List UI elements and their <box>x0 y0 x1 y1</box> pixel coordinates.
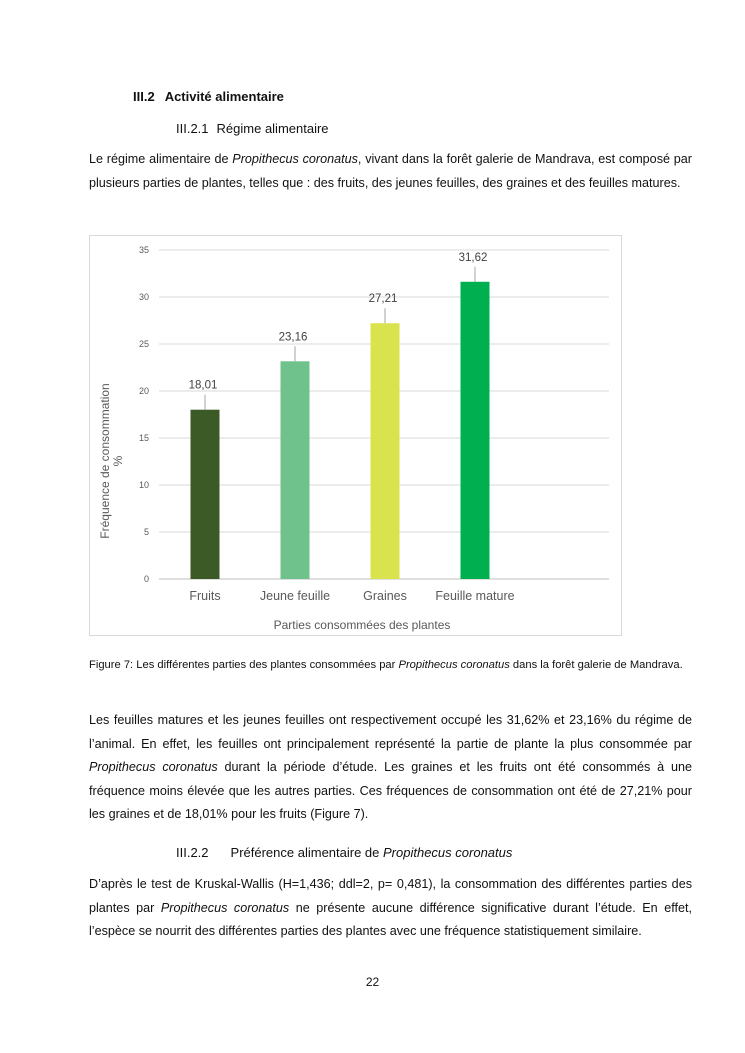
x-tick-label: Jeune feuille <box>259 589 331 603</box>
bar <box>281 361 310 579</box>
paragraph-text: durant la période d’étude. Les graines et les fruits ont été consommés à une fréquence moins élevée que les autres parties. Ces fréquences de consommation ont été de 27,21% pour les graines et de 18,01% pour les fruits (Figure 7). <box>89 760 692 821</box>
bar-chart <box>89 235 622 636</box>
species-name: Propithecus coronatus <box>232 152 358 166</box>
species-name: Propithecus coronatus <box>89 760 218 774</box>
y-axis-title-unit: % <box>111 455 125 467</box>
figure-caption <box>89 655 692 676</box>
x-axis-title: Parties consommées des plantes <box>273 618 451 632</box>
y-tick-label: 5 <box>143 527 149 537</box>
y-tick-label: 30 <box>138 292 149 302</box>
subsection-number: III.2.2 <box>176 845 209 860</box>
y-tick-label: 35 <box>138 245 149 255</box>
subsection-heading-1 <box>176 121 329 136</box>
section-number: III.2 <box>133 89 155 104</box>
subsection-heading-2 <box>176 845 512 860</box>
data-label: 23,16 <box>278 331 308 344</box>
y-tick-label: 15 <box>138 433 149 443</box>
paragraph-text: D’après le test de Kruskal-Wallis (H=1,436; ddl=2, p= 0,481), la consommation des différentes parties des plantes par <box>89 877 692 915</box>
bar <box>371 323 400 579</box>
paragraph-text: , vivant dans la forêt galerie de Mandrava, est composé par plusieurs parties de plantes, telles que : des fruits, des jeunes feuilles, des graines et des feuilles matures. <box>89 152 692 190</box>
subsection-number: III.2.1 <box>176 121 209 136</box>
subsection-title: Régime alimentaire <box>216 121 329 136</box>
section-heading <box>133 89 284 104</box>
x-tick-label: Graines <box>363 589 407 603</box>
section-title: Activité alimentaire <box>164 89 284 104</box>
bar <box>461 282 490 579</box>
x-tick-label: Fruits <box>189 589 221 603</box>
y-tick-label: 10 <box>138 480 149 490</box>
paragraph-diet <box>89 148 692 195</box>
y-tick-label: 25 <box>138 339 149 349</box>
x-tick-label: Feuille mature <box>435 589 515 603</box>
caption-text: dans la forêt galerie de Mandrava. <box>509 659 683 671</box>
bar <box>191 410 220 579</box>
data-label: 31,62 <box>458 251 488 264</box>
subsection-title: Préférence alimentaire de <box>230 845 384 860</box>
paragraph-results <box>89 709 692 827</box>
paragraph-preference <box>89 873 692 944</box>
species-name: Propithecus coronatus <box>383 845 513 860</box>
species-name: Propithecus coronatus <box>160 900 290 915</box>
caption-text: Figure 7: Les différentes parties des plantes consommées par <box>89 659 399 671</box>
chart-svg <box>90 236 621 635</box>
page-number: 22 <box>365 975 380 989</box>
species-name: Propithecus coronatus <box>398 659 510 671</box>
paragraph-text: Le régime alimentaire de <box>89 152 233 166</box>
paragraph-text: ne présente aucune différence significative durant l’étude. En effet, l’espèce se nourrit des différentes parties des plantes avec une fréquence statistiquement similaire. <box>89 900 692 938</box>
y-tick-label: 0 <box>143 574 149 584</box>
data-label: 27,21 <box>368 293 398 306</box>
data-label: 18,01 <box>188 379 218 392</box>
y-axis-title: Fréquence de consommation <box>98 383 112 539</box>
paragraph-text: Les feuilles matures et les jeunes feuilles ont respectivement occupé les 31,62% et 23,16% du régime de l’animal. En effet, les feuilles ont principalement représenté la partie de plante la plus consommée par <box>89 713 692 751</box>
y-tick-label: 20 <box>138 386 149 396</box>
